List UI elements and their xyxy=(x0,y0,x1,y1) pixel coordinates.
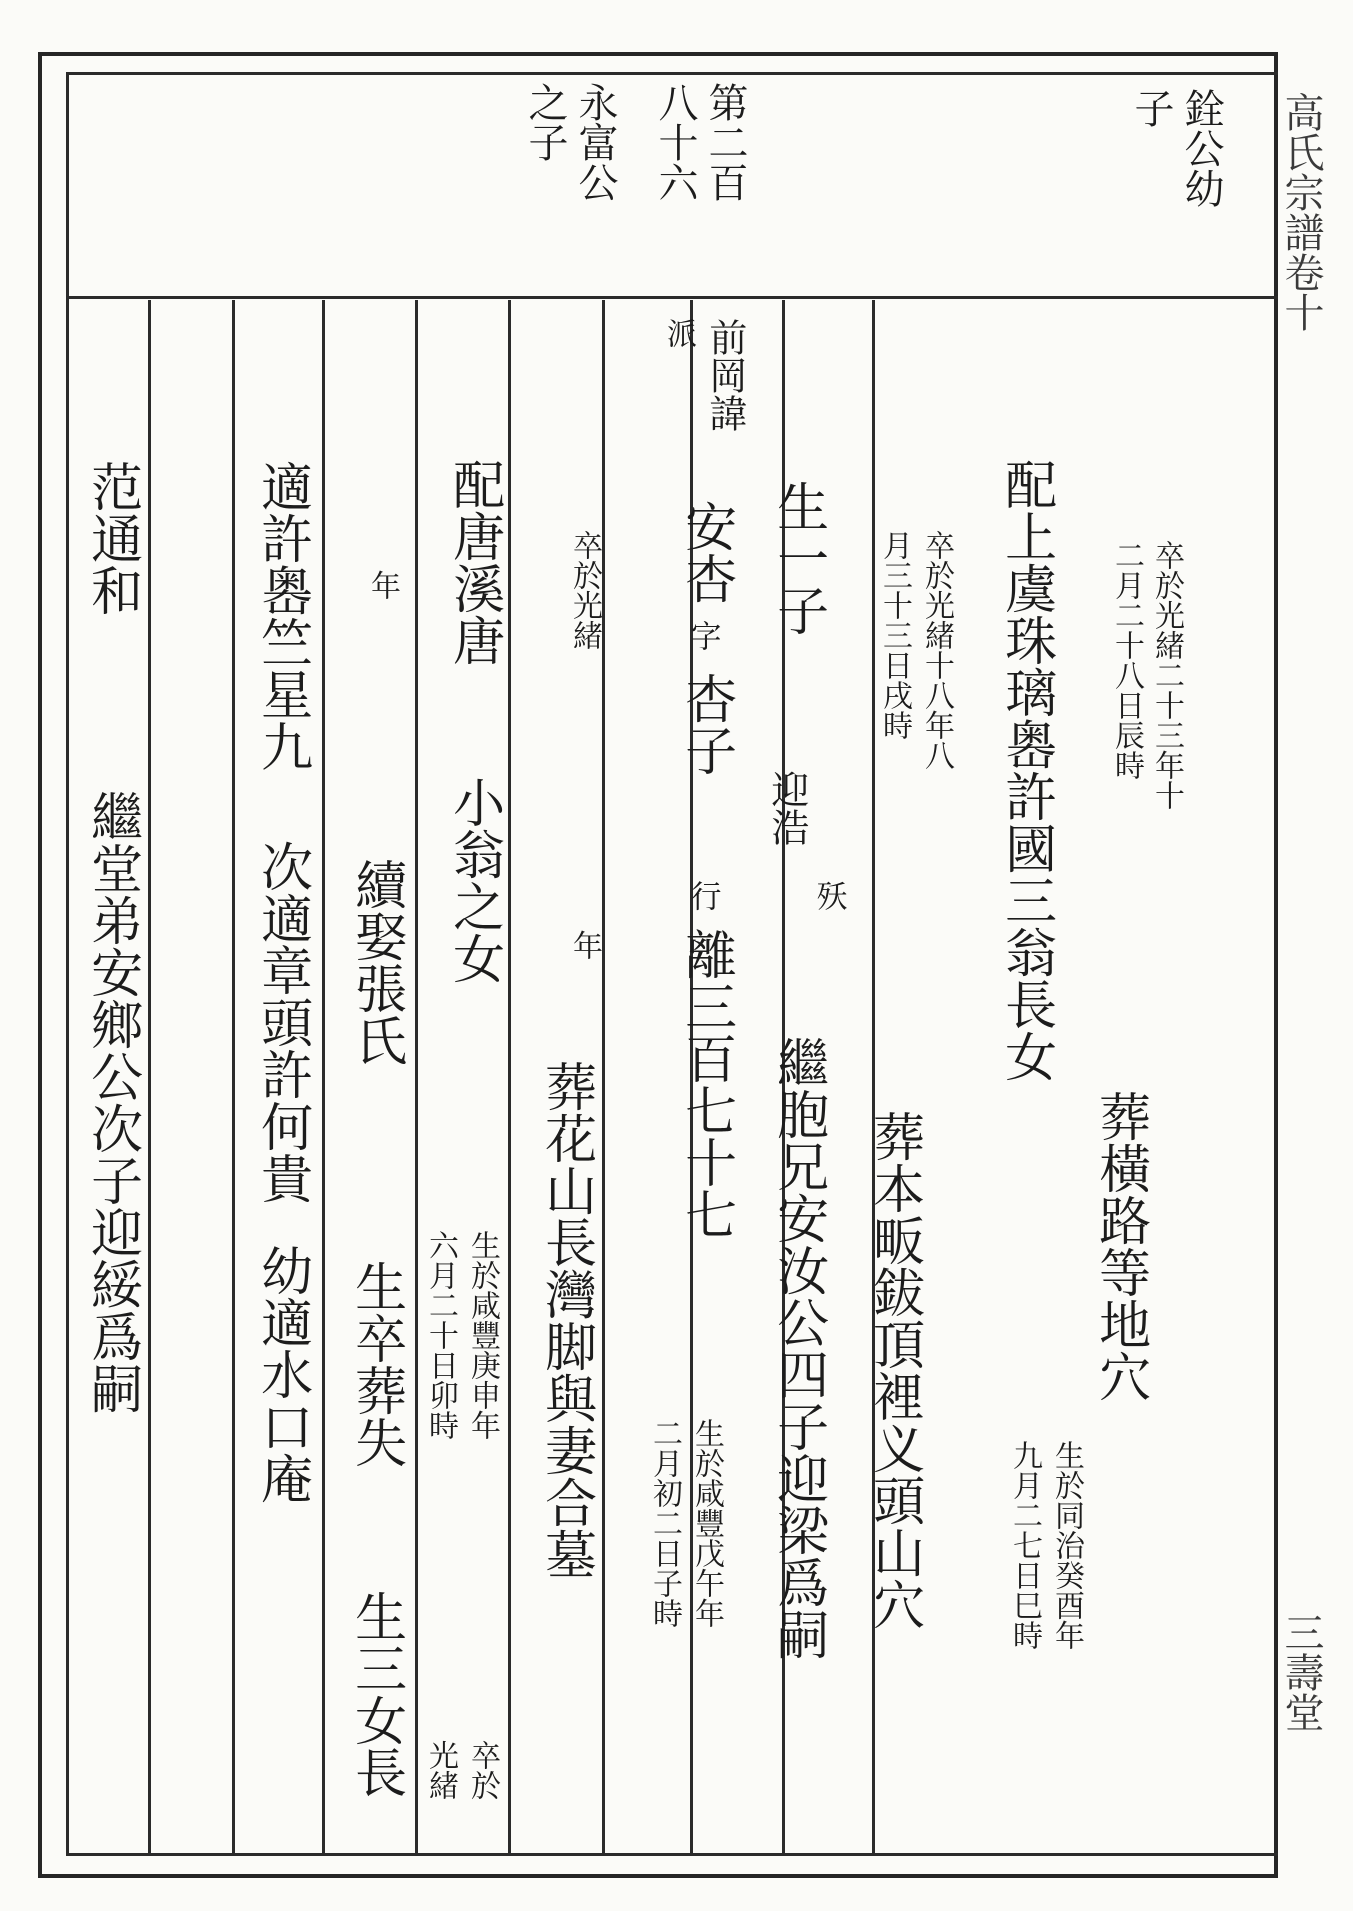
column-text: 小翁之女 xyxy=(443,776,504,984)
column-note: 生於咸豐戊午年 xyxy=(689,1418,724,1628)
hall-name: 三壽堂 xyxy=(1278,1612,1324,1732)
column-rule xyxy=(232,300,235,1855)
column-text: 繼堂弟安鄉公次子迎綏爲嗣 xyxy=(81,790,142,1414)
column-rule xyxy=(415,300,418,1855)
column-text: 迎浩 xyxy=(764,770,809,846)
column-rule xyxy=(148,300,151,1855)
column-rule xyxy=(508,300,511,1855)
column-text: 杏子 xyxy=(675,672,736,776)
column-note: 卒於 xyxy=(465,1740,500,1800)
column-text: 葬花山長灣脚與妻合墓 xyxy=(535,1060,596,1580)
column-note: 殀 xyxy=(810,880,847,911)
column-text: 續娶張氏 xyxy=(345,858,406,1066)
column-note: 卒於光緒二十三年十 xyxy=(1149,540,1184,810)
column-note: 字 xyxy=(684,620,721,651)
top-row-divider xyxy=(66,296,1278,299)
column-text: 次適章頭許何貴 xyxy=(251,840,312,1204)
column-text: 適許嶴竺星九 xyxy=(251,460,312,772)
column-note: 生於同治癸酉年 xyxy=(1049,1440,1084,1650)
column-note: 月三十三日戌時 xyxy=(877,530,912,740)
page-margin xyxy=(1278,52,1328,1878)
top-entry-text: 永富公 xyxy=(572,82,618,202)
column-rule xyxy=(322,300,325,1855)
ancestor-name: 安杏 xyxy=(675,500,736,604)
column-note: 行 xyxy=(684,880,721,911)
top-entry-text: 銓公幼 xyxy=(1178,88,1224,208)
column-text: 生卒葬失 xyxy=(345,1260,406,1468)
top-entry-text: 八十六 xyxy=(652,82,698,202)
column-text: 繼胞兄安汝公四子迎梁爲嗣 xyxy=(767,1036,828,1660)
column-note: 二月二十八日辰時 xyxy=(1109,540,1144,780)
column-text: 配唐溪唐 xyxy=(443,458,504,666)
column-text: 范通和 xyxy=(81,460,142,616)
column-text: 前岡諱 xyxy=(702,318,747,432)
column-text: 幼適水口庵 xyxy=(251,1244,312,1504)
column-note: 年 xyxy=(567,930,602,960)
column-text: 生一子 xyxy=(767,480,828,636)
column-text: 配上虞珠璃嶴許國三翁長女 xyxy=(995,458,1056,1082)
book-title: 高氏宗譜卷十 xyxy=(1278,92,1324,332)
column-note: 二月初二日子時 xyxy=(647,1418,682,1628)
column-note: 年 xyxy=(365,570,400,600)
column-text: 葬橫路等地穴 xyxy=(1089,1090,1150,1402)
top-entry-text: 第二百 xyxy=(702,82,748,202)
column-text: 葬本畈鈸頂裡义頭山穴 xyxy=(863,1110,924,1630)
column-note: 九月二七日巳時 xyxy=(1007,1440,1042,1650)
column-note: 六月二十日卯時 xyxy=(423,1230,458,1440)
column-text: 離三百七十七 xyxy=(675,928,736,1240)
top-entry-text: 之子 xyxy=(522,82,568,162)
column-note: 卒於光緒 xyxy=(567,530,602,650)
column-note: 派 xyxy=(661,318,696,348)
column-text: 生三女長 xyxy=(345,1590,406,1798)
top-entry-text: 子 xyxy=(1128,88,1174,128)
column-note: 生於咸豐庚申年 xyxy=(465,1230,500,1440)
column-note: 光緒 xyxy=(423,1740,458,1800)
column-rule xyxy=(602,300,605,1855)
column-note: 卒於光緒十八年八 xyxy=(919,530,954,770)
